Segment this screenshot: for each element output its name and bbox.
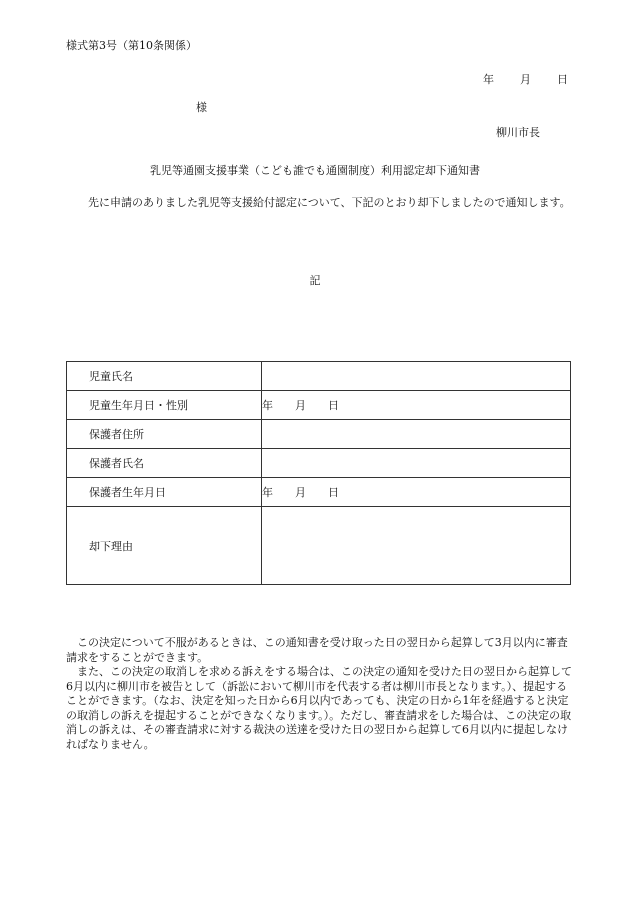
table-row xyxy=(67,391,571,420)
row-label-child-birthdate-sex: 児童生年月日・性別 xyxy=(67,391,262,420)
notice-paragraph-2: また、この決定の取消しを求める訴えをする場合は、この決定の通知を受けた日の翌日から起算して6月以内に柳川市を被告として（訴訟において柳川市を代表する者は柳川市長となります。）、提起することができます。（なお、決定を知った日から6月以内であっても、決定の日から1年を経過すると決定の取消しの訴えを提起することができなくなります。）。ただし、審査請求をした場合は、この決定の取消しの訴えは、その審査請求に対する裁決の送達を受けた日の翌日から起算して6月以内に提起しなければなりません。 xyxy=(66,665,572,751)
guardian-address-value xyxy=(262,420,571,449)
row-label-guardian-name: 保護者氏名 xyxy=(67,449,262,478)
child-name-value xyxy=(262,362,571,391)
row-label-child-name: 児童氏名 xyxy=(67,362,262,391)
notice-paragraph-1: この決定について不服があるときは、この通知書を受け取った日の翌日から起算して3月以内に審査請求をすることができます。 xyxy=(66,636,568,664)
table-row xyxy=(67,478,571,507)
year-label: 年 xyxy=(262,486,273,499)
table-row xyxy=(67,507,571,585)
guardian-birthdate-value xyxy=(262,478,571,507)
child-birthdate-value xyxy=(262,391,571,420)
row-label-rejection-reason: 却下理由 xyxy=(67,507,262,585)
rejection-reason-value xyxy=(262,507,571,585)
month-label: 月 xyxy=(295,399,306,412)
addressee: 様 xyxy=(196,101,207,114)
issue-date xyxy=(483,71,568,87)
year-label: 年 xyxy=(262,399,273,412)
table-row xyxy=(67,362,571,391)
info-table xyxy=(66,361,571,585)
row-label-guardian-birthdate: 保護者生年月日 xyxy=(67,478,262,507)
intro-paragraph xyxy=(66,193,572,212)
appeal-notice xyxy=(66,636,572,752)
day-label: 日 xyxy=(328,486,339,499)
table-row xyxy=(67,420,571,449)
sender: 柳川市長 xyxy=(496,126,540,139)
month-label: 月 xyxy=(295,486,306,499)
ki-heading: 記 xyxy=(309,274,321,287)
date-month-label: 月 xyxy=(520,73,531,86)
guardian-name-value xyxy=(262,449,571,478)
row-label-guardian-address: 保護者住所 xyxy=(67,420,262,449)
date-year-label: 年 xyxy=(483,73,494,86)
table-row xyxy=(67,449,571,478)
document-title: 乳児等通園支援事業（こども誰でも通園制度）利用認定却下通知書 xyxy=(150,164,480,177)
form-number: 様式第3号（第10条関係） xyxy=(66,39,197,52)
date-day-label: 日 xyxy=(557,73,568,86)
day-label: 日 xyxy=(328,399,339,412)
intro-text: 先に申請のありました乳児等支援給付認定について、下記のとおり却下しましたので通知します。 xyxy=(88,196,571,209)
